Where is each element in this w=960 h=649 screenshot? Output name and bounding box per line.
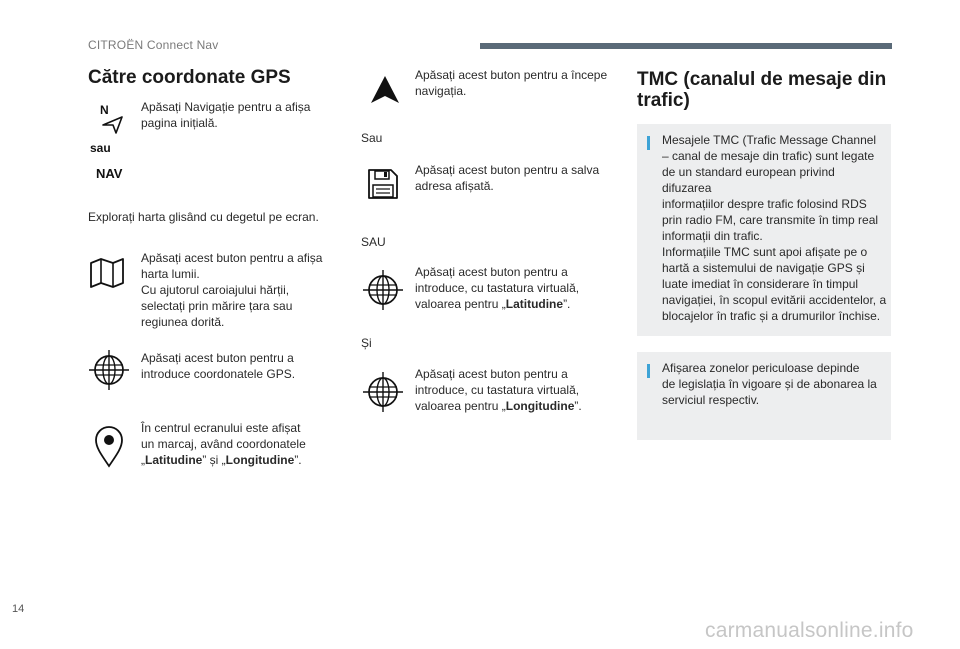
tmc-info-note [637, 124, 891, 336]
save-address-instruction: Apăsați acest buton pentru a salva adresa afișată. [415, 163, 600, 193]
page-number: 14 [12, 603, 25, 615]
or-label-2: SAU [361, 235, 386, 249]
watermark: carmanualsonline.info [705, 619, 914, 642]
danger-zones-text: Afișarea zonelor periculoase depinde de legislația în vigoare și de abonarea la serviciul respectiv. [662, 361, 877, 407]
danger-zones-note [637, 352, 891, 440]
location-pin-icon [94, 426, 124, 473]
running-header: CITROËN Connect Nav [88, 38, 219, 52]
nav-button-label: NAV [96, 166, 123, 181]
header-bar [480, 43, 892, 49]
save-disk-icon [367, 168, 399, 205]
section-title-gps: Către coordonate GPS [88, 67, 291, 88]
globe-grid-icon [89, 350, 129, 395]
marker-description: În centrul ecranului este afișat un marcaj, având coordonatele „Latitudine” și „Longitudine”. [141, 421, 306, 467]
section-title-tmc: TMC (canalul de mesaje din trafic) [637, 69, 887, 111]
gps-instruction: Apăsați acest buton pentru a introduce coordonatele GPS. [141, 351, 296, 381]
navigation-arrow-icon [100, 103, 126, 140]
longitude-instruction: Apăsați acest buton pentru a introduce, cu tastatura virtuală, valoarea pentru „Longitudine”. [415, 367, 582, 413]
navigate-arrow-icon [369, 75, 401, 110]
nav-instruction: Apăsați Navigație pentru a afișa pagina inițială. [141, 100, 311, 130]
longitude-globe-icon [363, 372, 403, 417]
or-label-1: Sau [361, 131, 383, 145]
and-label: Și [361, 336, 372, 350]
map-icon [89, 257, 125, 294]
info-marker-icon [647, 364, 650, 378]
svg-text:N: N [100, 103, 109, 117]
tmc-note-text: Mesajele TMC (Trafic Message Channel – canal de mesaje din trafic) sunt legate de un standard european privind difuzarea informațiilor despre trafic folosind RDS prin radio FM, care transmite în timp real informații din trafic. Informațiile TMC sunt apoi afișate pe o hartă a sistemului de navigație GPS și luate imediat în considerare în timpul navigației, în scopul evitării accidentelor, a blocajelor în trafic și a drumurilor închise. [662, 133, 887, 323]
or-label: sau [90, 141, 111, 155]
start-navigation-instruction: Apăsați acest buton pentru a începe navigația. [415, 68, 608, 98]
latitude-globe-icon [363, 270, 403, 315]
map-instruction: Apăsați acest buton pentru a afișa harta lumii. Cu ajutorul caroiajului hărții, selectați prin mărire țara sau regiunea dorită. [141, 251, 323, 329]
latitude-instruction: Apăsați acest buton pentru a introduce, cu tastatura virtuală, valoarea pentru „Latitudine”. [415, 265, 580, 311]
info-marker-icon [647, 136, 650, 150]
explore-instruction: Explorați harta glisând cu degetul pe ecran. [88, 210, 319, 224]
